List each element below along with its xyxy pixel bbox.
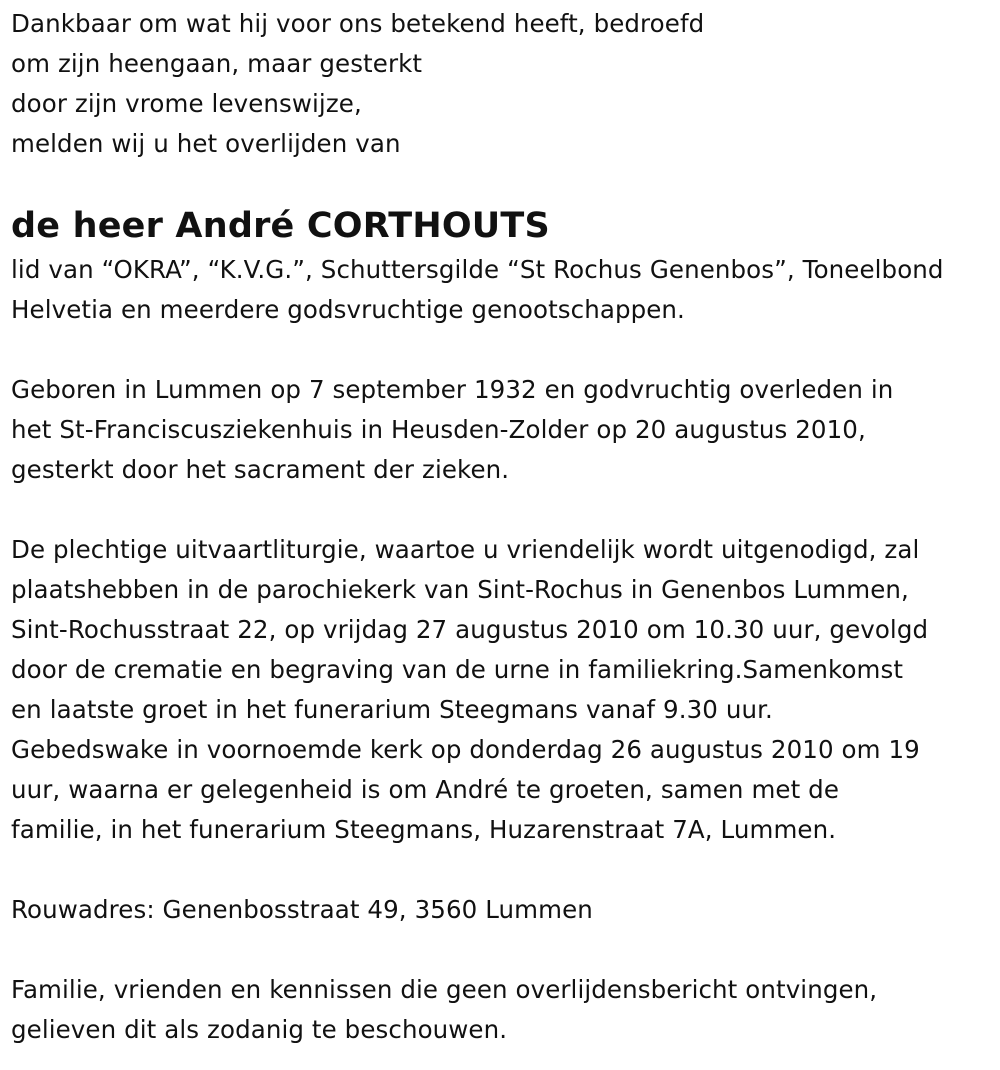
deceased-name: de heer André CORTHOUTS	[11, 206, 550, 246]
closing-paragraph	[11, 970, 996, 1050]
address-paragraph	[11, 890, 996, 930]
funeral-line: familie, in het funerarium Steegmans, Huzarenstraat 7A, Lummen.	[11, 815, 837, 844]
funeral-paragraph	[11, 530, 996, 850]
spacer	[11, 164, 996, 202]
birth-death-line: het St-Franciscusziekenhuis in Heusden-Zolder op 20 augustus 2010,	[11, 415, 866, 444]
spacer	[11, 490, 996, 530]
intro-line: melden wij u het overlijden van	[11, 129, 401, 158]
funeral-line: plaatshebben in de parochiekerk van Sint-Rochus in Genenbos Lummen,	[11, 575, 909, 604]
birth-death-line: Geboren in Lummen op 7 september 1932 en godvruchtig overleden in	[11, 375, 894, 404]
closing-line: Familie, vrienden en kennissen die geen overlijdensbericht ontvingen,	[11, 975, 878, 1004]
spacer	[11, 850, 996, 890]
spacer	[11, 930, 996, 970]
mourning-address: Rouwadres: Genenbosstraat 49, 3560 Lummen	[11, 895, 593, 924]
funeral-line: en laatste groet in het funerarium Steegmans vanaf 9.30 uur.	[11, 695, 773, 724]
intro-line: om zijn heengaan, maar gesterkt	[11, 49, 423, 78]
obituary-document	[11, 0, 996, 1050]
intro-line: door zijn vrome levenswijze,	[11, 89, 362, 118]
funeral-line: uur, waarna er gelegenheid is om André te groeten, samen met de	[11, 775, 840, 804]
funeral-line: Sint-Rochusstraat 22, op vrijdag 27 augustus 2010 om 10.30 uur, gevolgd	[11, 615, 929, 644]
intro-line: Dankbaar om wat hij voor ons betekend heeft, bedroefd	[11, 9, 705, 38]
funeral-line: door de crematie en begraving van de urne in familiekring.Samenkomst	[11, 655, 904, 684]
membership-line: lid van “OKRA”, “K.V.G.”, Schuttersgilde “St Rochus Genenbos”, Toneelbond	[11, 255, 944, 284]
birth-death-line: gesterkt door het sacrament der zieken.	[11, 455, 510, 484]
funeral-line: De plechtige uitvaartliturgie, waartoe u vriendelijk wordt uitgenodigd, zal	[11, 535, 920, 564]
spacer	[11, 330, 996, 370]
birth-death-paragraph	[11, 370, 996, 490]
funeral-line: Gebedswake in voornoemde kerk op donderdag 26 augustus 2010 om 19	[11, 735, 920, 764]
closing-line: gelieven dit als zodanig te beschouwen.	[11, 1015, 508, 1044]
intro-paragraph	[11, 4, 996, 164]
membership-line: Helvetia en meerdere godsvruchtige genootschappen.	[11, 295, 685, 324]
membership-paragraph	[11, 250, 996, 330]
